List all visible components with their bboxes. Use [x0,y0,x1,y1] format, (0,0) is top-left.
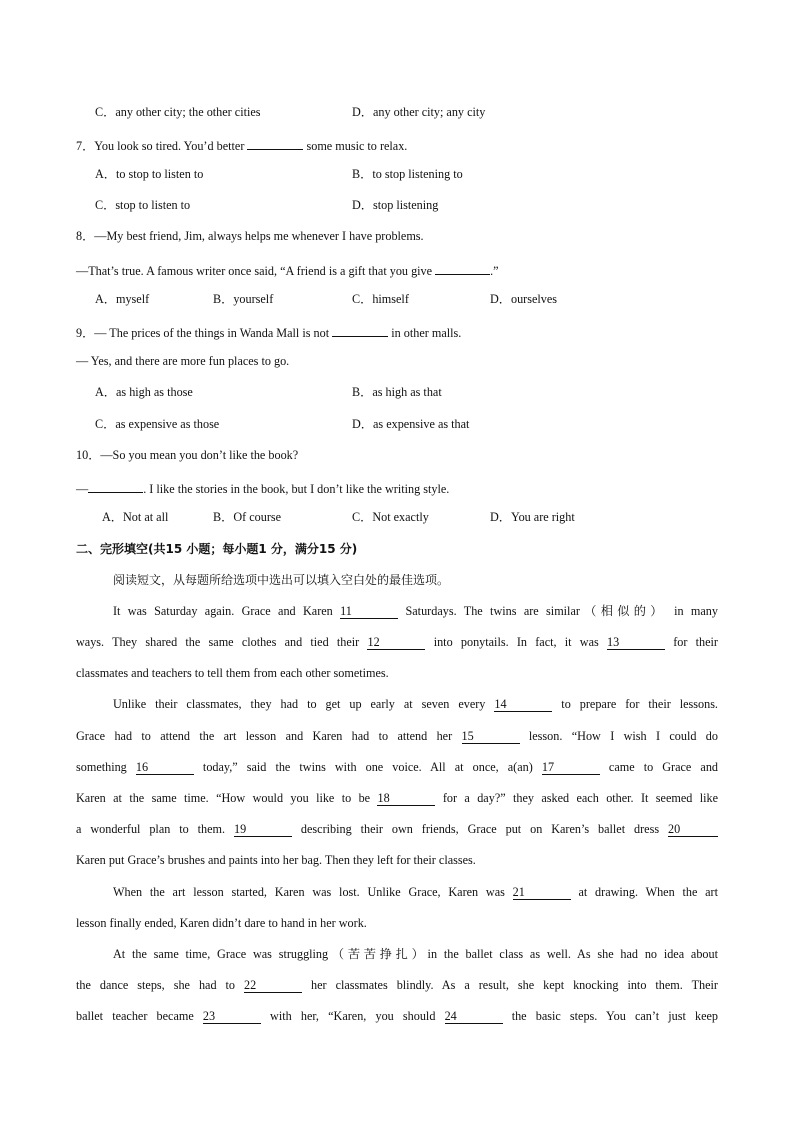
blank-13[interactable]: 13 [607,635,665,650]
blank-12[interactable]: 12 [367,635,425,650]
q9-option-a: A．as high as those [95,385,193,399]
passage-line-2: ways. They shared the same clothes and tied their 12 into ponytails. In fact, it was 13 for their [76,635,718,649]
q8-line1: 8．—My best friend, Jim, always helps me whenever I have problems. [76,229,424,243]
blank-22[interactable]: 22 [244,978,302,993]
passage-line-5: Grace had to attend the art lesson and Karen had to attend her 15 lesson. “How I wish I could do [76,729,718,743]
blank-21[interactable]: 21 [513,885,571,900]
q10-option-c: C．Not exactly [352,510,429,524]
passage-line-8: a wonderful plan to them. 19 describing their own friends, Grace put on Karen’s ballet dress 20 [76,821,718,837]
q7-option-d: D．stop listening [352,198,439,212]
q10-option-d: D．You are right [490,510,575,524]
passage-line-14: ballet teacher became 23 with her, “Karen, you should 24 the basic steps. You can’t just keep [76,1009,718,1023]
passage-line-13: the dance steps, she had to 22 her classmates blindly. As a result, she kept knocking into them. Their [76,978,718,992]
section-instruction: 阅读短文，从每题所给选项中选出可以填入空白处的最佳选项。 [113,573,450,587]
blank-17[interactable]: 17 [542,760,600,775]
q10-line2: — . I like the stories in the book, but I don’t like the writing style. [76,478,449,494]
section-heading: 二、完形填空(共15 小题；每小题1 分，满分15 分) [76,542,358,556]
blank-16[interactable]: 16 [136,760,194,775]
q8-option-b: B．yourself [213,292,274,306]
q9-option-c: C．as expensive as those [95,417,220,431]
blank-24[interactable]: 24 [445,1009,503,1024]
blank-14[interactable]: 14 [494,697,552,712]
q8-option-c: C．himself [352,292,409,306]
passage-line-6: something 16 today,” said the twins with one voice. All at once, a(an) 17 came to Grace and [76,760,719,774]
q7-blank[interactable] [247,135,303,150]
blank-11[interactable]: 11 [340,604,398,619]
passage-line-12: At the same time, Grace was struggling（苦苦挣扎）in the ballet class as well. As she had no idea about [113,947,718,961]
passage-line-4: Unlike their classmates, they had to get up early at seven every 14 to prepare for their lessons. [113,697,718,711]
blank-15[interactable]: 15 [462,729,520,744]
passage-line-3: classmates and teachers to tell them from each other sometimes. [76,666,389,680]
q9-line2: — Yes, and there are more fun places to go. [76,354,290,368]
q8-blank[interactable] [435,260,490,275]
blank-23[interactable]: 23 [203,1009,261,1024]
q9-option-d: D．as expensive as that [352,417,470,431]
q8-option-a: A．myself [95,292,150,306]
q7-option-c: C．stop to listen to [95,198,191,212]
q6-option-c: C．any other city; the other cities [95,105,261,119]
q8-option-d: D．ourselves [490,292,558,306]
passage-line-1: It was Saturday again. Grace and Karen 11 Saturdays. The twins are similar（相似的） in many [113,604,718,618]
q9-option-b: B．as high as that [352,385,442,399]
q9-blank[interactable] [332,322,388,337]
blank-18[interactable]: 18 [377,791,435,806]
q6-option-d: D．any other city; any city [352,105,486,119]
passage-line-7: Karen at the same time. “How would you like to be 18 for a day?” they asked each other. It seemed like [76,791,718,805]
q10-line1: 10．—So you mean you don’t like the book? [76,448,299,462]
blank-20[interactable]: 20 [668,822,718,837]
passage-line-10: When the art lesson started, Karen was lost. Unlike Grace, Karen was 21 at drawing. When the art [113,885,718,899]
q10-blank[interactable] [88,478,143,493]
blank-19[interactable]: 19 [234,822,292,837]
q8-line2: —That’s true. A famous writer once said, “A friend is a gift that you give .” [76,260,499,276]
passage-line-9: Karen put Grace’s brushes and paints into her bag. Then they left for their classes. [76,853,476,867]
q7-stem: 7．You look so tired. You’d better some music to relax. [76,135,407,151]
q7-option-a: A．to stop to listen to [95,167,204,181]
q9-line1: 9．— The prices of the things in Wanda Mall is not in other malls. [76,322,461,338]
q10-option-a: A．Not at all [102,510,169,524]
q7-option-b: B．to stop listening to [352,167,463,181]
passage-line-11: lesson finally ended, Karen didn’t dare to hand in her work. [76,916,367,930]
q10-option-b: B．Of course [213,510,282,524]
